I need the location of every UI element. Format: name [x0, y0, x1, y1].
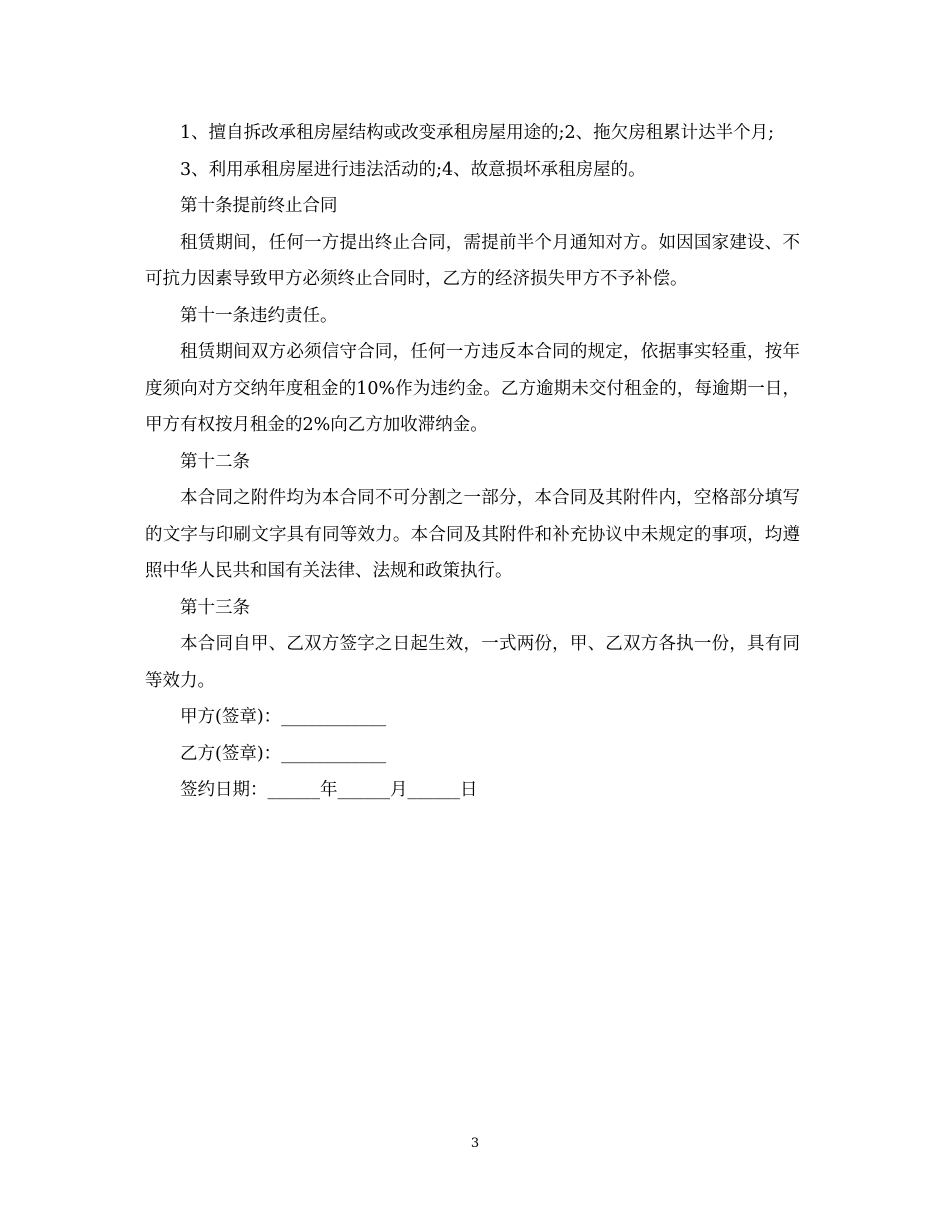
clause-termination-conditions-1: 1、擅自拆改承租房屋结构或改变承租房屋用途的;2、拖欠房租累计达半个月; [180, 123, 775, 143]
document-body [145, 115, 800, 809]
signing-date-line: 签约日期：______年______月______日 [180, 780, 478, 800]
article-13-body: 本合同自甲、乙双方签字之日起生效，一式两份，甲、乙双方各执一份，具有同等效力。 [145, 634, 800, 691]
article-10-body: 租赁期间，任何一方提出终止合同，需提前半个月通知对方。如因国家建设、不可抗力因素导致甲方必须终止合同时，乙方的经济损失甲方不予补偿。 [145, 232, 800, 289]
article-11-heading: 第十一条违约责任。 [180, 305, 338, 326]
party-b-signature-line: 乙方(签章)：____________ [180, 743, 387, 764]
clause-termination-conditions-2: 3、利用承租房屋进行违法活动的;4、故意损坏承租房屋的。 [180, 159, 646, 180]
article-11-body: 租赁期间双方必须信守合同，任何一方违反本合同的规定，依据事实轻重，按年度须向对方交纳年度租金的10%作为违约金。乙方逾期未交付租金的，每逾期一日，甲方有权按月租金的2%向乙方加收滞纳金。 [145, 342, 800, 435]
party-a-signature-line: 甲方(签章)：____________ [180, 707, 387, 727]
article-13-heading: 第十三条 [180, 597, 250, 618]
article-12-heading: 第十二条 [180, 451, 250, 472]
article-12-body: 本合同之附件均为本合同不可分割之一部分，本合同及其附件内，空格部分填写的文字与印刷文字具有同等效力。本合同及其附件和补充协议中未规定的事项，均遵照中华人民共和国有关法律、法规和政策执行。 [145, 488, 800, 581]
article-10-heading: 第十条提前终止合同 [180, 196, 338, 216]
page-number: 3 [470, 1136, 480, 1151]
